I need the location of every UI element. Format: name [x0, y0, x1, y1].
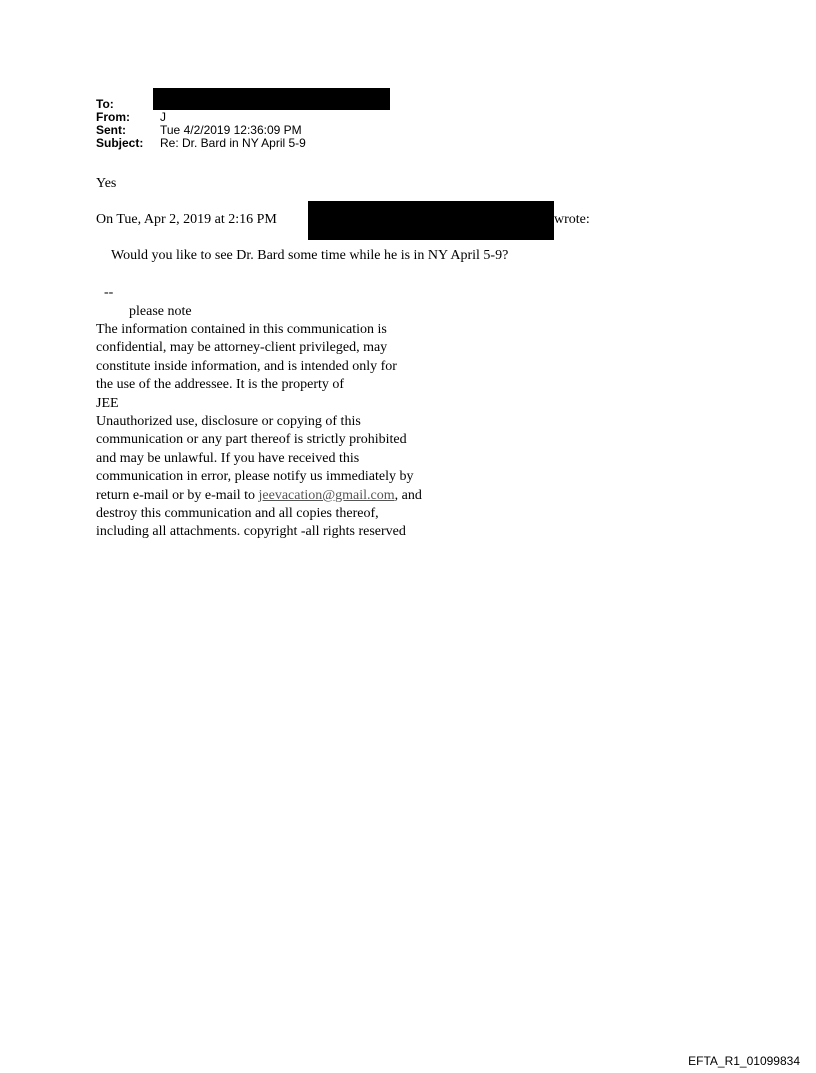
- signature-separator: --: [104, 285, 114, 300]
- disclaimer-line: including all attachments. copyright -all rights reserved: [96, 524, 406, 540]
- disclaimer-line: the use of the addressee. It is the property of: [96, 377, 345, 393]
- disclaimer-line-with-link: [96, 487, 422, 505]
- reply-text: Yes: [96, 176, 117, 191]
- disclaimer-line: communication in error, please notify us immediately by: [96, 469, 414, 485]
- document-id: EFTA_R1_01099834: [688, 1054, 800, 1068]
- sender-redaction: [308, 201, 554, 240]
- sent-value: Tue 4/2/2019 12:36:09 PM: [160, 123, 302, 137]
- disclaimer-line: The information contained in this communication is: [96, 322, 387, 337]
- subject-value: Re: Dr. Bard in NY April 5-9: [160, 136, 306, 150]
- disclaimer-line: confidential, may be attorney-client privileged, may: [96, 340, 388, 356]
- disclaimer-text: , and: [394, 487, 422, 503]
- disclaimer-line: destroy this communication and all copies thereof,: [96, 506, 379, 522]
- disclaimer-text: return e-mail or by e-mail to: [96, 487, 259, 503]
- sent-label: Sent:: [96, 123, 126, 137]
- disclaimer-line: Unauthorized use, disclosure or copying of this: [96, 414, 361, 430]
- disclaimer-line: communication or any part thereof is strictly prohibited: [96, 432, 407, 448]
- email-link[interactable]: jeevacation@gmail.com: [258, 487, 395, 503]
- disclaimer-line: constitute inside information, and is intended only for: [96, 358, 397, 374]
- from-label: From:: [96, 110, 130, 124]
- quoted-message: Would you like to see Dr. Bard some time while he is in NY April 5-9?: [111, 248, 509, 263]
- quote-intro-wrote: wrote:: [554, 212, 590, 227]
- to-redaction: [153, 88, 390, 110]
- disclaimer-line: JEE: [96, 395, 119, 411]
- disclaimer-line: and may be unlawful. If you have received this: [96, 450, 360, 466]
- subject-label: Subject:: [96, 136, 144, 150]
- quote-intro: On Tue, Apr 2, 2019 at 2:16 PM: [96, 212, 277, 227]
- signature-note: please note: [129, 304, 192, 319]
- disclaimer: [96, 321, 422, 542]
- to-label: To:: [96, 97, 114, 111]
- from-value: J: [160, 110, 166, 124]
